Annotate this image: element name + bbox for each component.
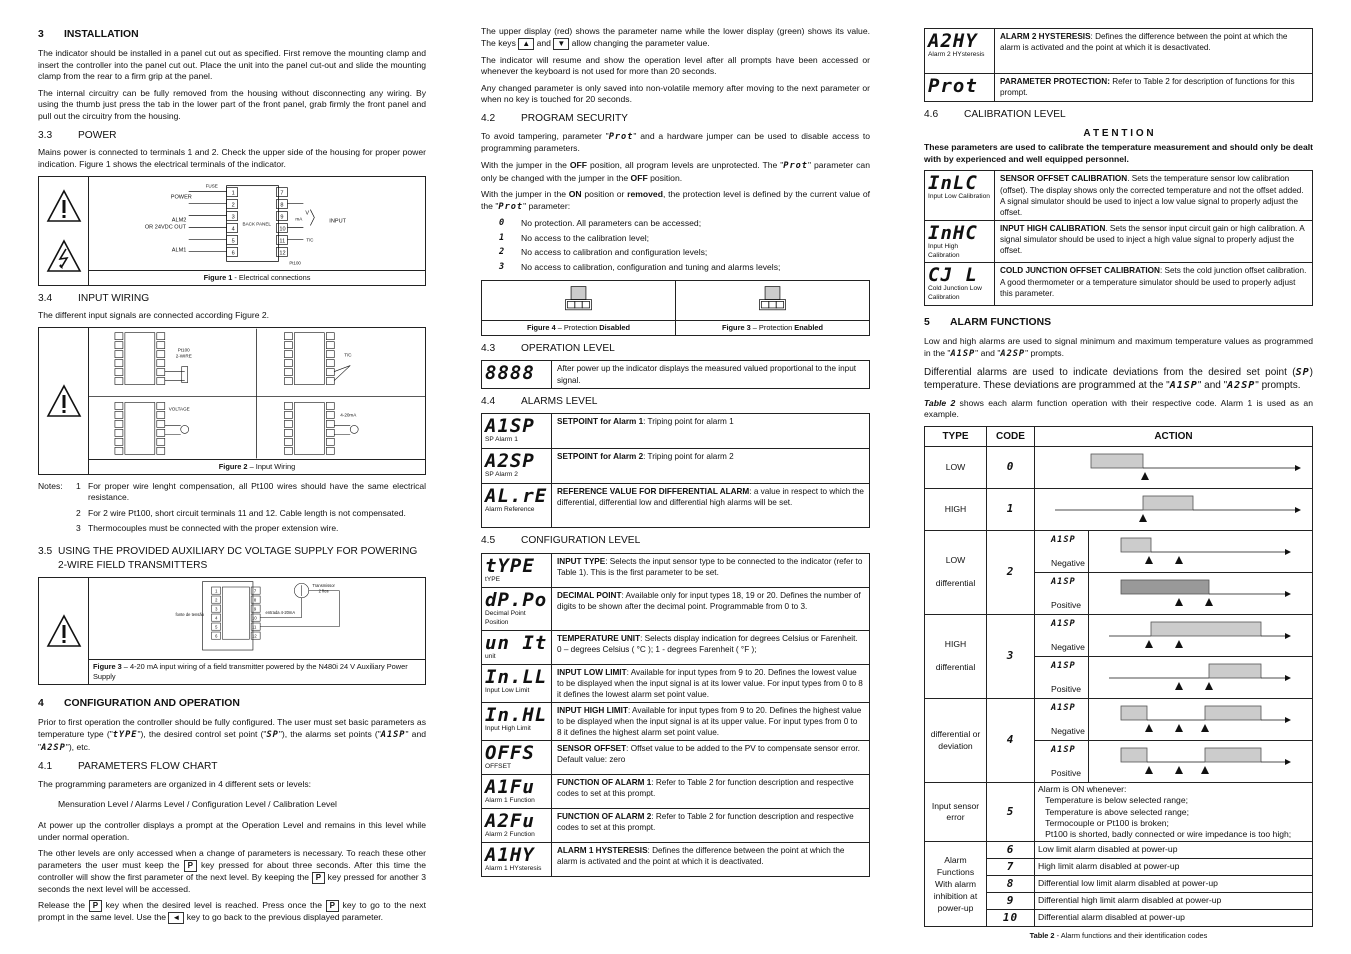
input-wiring-diagram (89, 328, 425, 459)
electrical-connections-diagram (89, 177, 425, 270)
p-key-icon: P (312, 872, 325, 884)
notes: Notes: 1 For proper wire lenght compensation, all Pt100 wires should have the same electrical resistance. 2 For 2 wire Pt100, short circuit terminals 11 and 12. Cable length is not compensated. 3 Thermocouples must be connected with the proper extension wire. (38, 480, 426, 534)
label-back-panel: BACK PANEL (242, 221, 271, 227)
section-5-heading: 5 ALARM FUNCTIONS (924, 317, 1052, 329)
table-header: TYPE CODE ACTION (925, 426, 1313, 447)
paragraph: The different input signals are connected according Figure 2. (38, 310, 270, 321)
figure-2-caption: Figure 2 – Input Wiring (89, 459, 425, 474)
paragraph: Low and high alarms are used to signal minimum and maximum temperature values as programmed in the "A1SP" and "A2SP" prompts. (924, 336, 1313, 359)
table-row: Alarm Functions With alarm inhibition at power-up 6 Low limit alarm disabled at power-up (925, 842, 1313, 859)
table-row: 9 Differential high limit alarm disabled at power-up (925, 893, 1313, 910)
table-row: InLC Input Low Calibration SENSOR OFFSET CALIBRATION. Sets the temperature sensor low calibration (offset). The display shows only the corrected temperature and not the offset added. A signal simulator should be used to inject a low value signal to properly adjust the offset. (925, 171, 1313, 220)
paragraph: The other levels are only accessed when a change of parameters is necessary. To reach these other parameters the user must keep the P key pressed for about three seconds. After this time the controller will show the first parameter of the next level. By keeping the P key pressed for another 3 seconds the next level will be accessed. (38, 848, 426, 894)
transmitter-wiring-diagram (89, 578, 425, 659)
warning-icon (46, 384, 82, 418)
svg-text:8: 8 (280, 202, 284, 209)
up-key-icon: ▲ (518, 38, 534, 50)
table-row: A1SP Positive (925, 573, 1313, 615)
table-row: In.HL Input High Limit INPUT HIGH LIMIT: Available for input types from 9 to 20. Defines the highest value to be displayed when the input signal is at its upper value. For input types from 0 to 8 it defines the highest alarm set point value. (482, 702, 870, 740)
deviation-negative-diagram (1089, 700, 1305, 736)
svg-text:3: 3 (215, 606, 218, 612)
label-pt100: Pt100 (177, 347, 190, 353)
alarms-level-table (481, 413, 870, 528)
label-pt100: Pt100 (289, 259, 301, 265)
table-row: A1SP Positive (925, 657, 1313, 699)
calibration-level-table (924, 170, 1313, 306)
paragraph: The internal circuitry can be fully removed from the housing without disconnecting any wiring. By using the thumb just press the tab in the lower part of the front panel, grab firmly the front panel and pull out the circuitry from the housing. (38, 87, 426, 122)
label-2-fios: 2 fios (318, 588, 329, 594)
svg-text:9: 9 (253, 606, 257, 612)
paragraph: The upper display (red) shows the parameter name while the lower display (green) shows its value. The keys ▲ and ▼ allow changing the parameter value. (481, 26, 870, 48)
label-tc: T/C (344, 352, 352, 358)
svg-text:9: 9 (280, 214, 284, 221)
paragraph: Mains power is connected to terminals 1 and 2. Check the upper side of the housing for proper power indication. Figure 1 shows the electrical terminals of the indicator. (38, 147, 426, 169)
section-3-5-heading: 3.5 USING THE PROVIDED AUXILIARY DC VOLTAGE SUPPLY FOR POWERING 2-WIRE FIELD TRANSMITTERS (38, 545, 418, 571)
table-row: LOW differential 2 A1SP Negative (925, 531, 1313, 573)
table-row: LOW 0 (925, 447, 1313, 489)
label-transmitter: Transmissor (312, 583, 335, 589)
paragraph: Differential alarms are used to indicate deviations from the desired set point (SP) temperature. These deviations are programmed at the "A1SP" and "A2SP" prompts. (924, 366, 1313, 391)
back-key-icon: ◄ (168, 912, 184, 924)
table-row: dP.Po Decimal Point Position DECIMAL POINT: Available only for input types 18, 19 or 20. Defines the number of digits to be shown after the decimal point. Programmable from 0 to 3. (482, 587, 870, 630)
protection-levels (481, 218, 870, 273)
table-2-caption: Table 2 - Alarm functions and their identification codes (1029, 931, 1208, 941)
label-tc: T/C (306, 237, 314, 243)
table-row: A2Fu Alarm 2 Function FUNCTION OF ALARM 2: Refer to Table 2 for function description and respective codes to set at this prompt. (482, 808, 870, 842)
high-voltage-icon (46, 239, 82, 273)
label-alm2b: OR 24VDC OUT (144, 224, 187, 231)
figure-3b (676, 281, 869, 335)
svg-text:7: 7 (280, 190, 284, 197)
table-row: In.LL Input Low Limit INPUT LOW LIMIT: Available for input types from 9 to 20. Defines the lowest value to be displayed when the input signal is at its lower value. For input types from 0 to 8 it defines the lowest alarm set point value. (482, 664, 870, 702)
column-1 (38, 26, 426, 929)
svg-text:10: 10 (252, 615, 257, 621)
table-row: 8888 After power up the indicator displays the measured valued proportional to the input signal. (482, 361, 870, 388)
svg-text:5: 5 (231, 238, 235, 245)
section-4-1-heading: 4.1 PARAMETERS FLOW CHART (38, 761, 218, 773)
p-key-icon: P (326, 900, 339, 912)
svg-text:2: 2 (231, 202, 235, 209)
svg-text:5: 5 (215, 624, 218, 630)
section-4-6-heading: 4.6 CALIBRATION LEVEL (924, 109, 1066, 120)
svg-text:1: 1 (215, 588, 218, 594)
svg-text:6: 6 (231, 249, 235, 256)
figure-1-caption: Figure 1 - Electrical connections (89, 270, 425, 285)
deviation-positive-diagram (1089, 742, 1305, 778)
svg-text:8: 8 (253, 597, 257, 603)
figure-3-caption: Figure 3 – 4-20 mA input wiring of a field transmitter powered by the N480i 24 V Auxiliary Power Supply (89, 659, 425, 684)
low-differential-positive-diagram (1089, 574, 1305, 610)
jumper-disabled-diagram (482, 281, 675, 320)
label-ma: mA (295, 216, 303, 222)
warning-icons (39, 177, 89, 285)
paragraph: At power up the controller displays a prompt at the Operation Level and remains in this level while under normal operation. (38, 820, 426, 842)
paragraph: The indicator should be installed in a panel cut out as specified. First remove the mounting clamp and insert the controller into the panel cut out. Place the unit into the panel cut-out and slide the mounting clamp from the rear to a firm grip at the panel. (38, 48, 426, 82)
paragraph: The indicator will resume and show the operation level after all prompts have been accessed or whenever the keyboard is not used for more than 20 seconds. (481, 54, 870, 77)
list-item: 1 No access to the calibration level; (499, 232, 650, 243)
svg-text:6: 6 (215, 633, 218, 639)
warning-icon (46, 614, 82, 648)
svg-text:1: 1 (231, 190, 235, 197)
warning-icons (39, 578, 89, 684)
section-4-heading: 4 CONFIGURATION AND OPERATION (38, 698, 240, 710)
table-row: 7 High limit alarm disabled at power-up (925, 859, 1313, 876)
section-3-heading: 3 INSTALLATION (38, 29, 139, 40)
label-2-wire: 2-WIRE (175, 353, 192, 359)
table-row: tYPE tYPE INPUT TYPE: Selects the input sensor type to be connected to the indicator (refer to Table 1). This is the first parameter to be set. (482, 554, 870, 588)
high-alarm-diagram (1035, 490, 1305, 526)
low-differential-negative-diagram (1089, 532, 1305, 568)
label-4-20ma: 4-20mA (340, 412, 357, 418)
svg-text:4: 4 (231, 226, 235, 233)
warning-icon (46, 189, 82, 223)
section-4-3-heading: 4.3 OPERATION LEVEL (481, 342, 615, 354)
table-row: A1SP SP Alarm 1 SETPOINT for Alarm 1: Triping point for alarm 1 (482, 414, 870, 449)
figure-1 (38, 176, 426, 286)
figure-3 (38, 577, 426, 685)
p-key-icon: P (89, 900, 102, 912)
configuration-level-table (481, 553, 870, 877)
label-alm1: ALM1 (171, 246, 187, 253)
svg-text:7: 7 (253, 588, 257, 594)
levels-list: Mensuration Level / Alarms Level / Configuration Level / Calibration Level (58, 798, 337, 809)
down-key-icon: ▼ (553, 38, 569, 50)
jumper-figures (481, 280, 870, 336)
svg-text:11: 11 (279, 238, 286, 245)
jumper-enabled-diagram (676, 281, 869, 320)
paragraph: Release the P key when the desired level is reached. Press once the P key to go to the next prompt in the same level. Use the ◄ key to go back to the previous displayed parameter. (38, 900, 426, 923)
label-alm2: ALM2 (171, 217, 187, 224)
list-item: 3 No access to calibration, configuration and tuning and alarms levels; (499, 262, 781, 273)
paragraph: Prior to first operation the controller should be fully configured. The user must set basic parameters as temperature type ("tYPE"), the desired control set point ("SP"), the alarms set points ("A1SP" and "A2SP"), etc. (38, 717, 426, 753)
table-row: 8 Differential low limit alarm disabled at power-up (925, 876, 1313, 893)
svg-text:12: 12 (252, 633, 257, 639)
table-row: AL.rE Alarm Reference REFERENCE VALUE FOR DIFFERENTIAL ALARM: a value in respect to which the differential, differential low and differential high alarms will be set. (482, 484, 870, 528)
table-row: differential or deviation 4 A1SP Negative (925, 699, 1313, 741)
low-alarm-diagram (1035, 448, 1305, 484)
attention-text: These parameters are used to calibrate the temperature measurement and should only be dealt with by experienced and well equipped personnel. (924, 142, 1313, 164)
column-3 (924, 26, 1313, 943)
label-power: POWER (170, 194, 192, 201)
table-row: un It unit TEMPERATURE UNIT: Selects display indication for degrees Celsius or Farenheit. 0 – degrees Celsius ( °C ); 1 - degrees Farenheit ( °F ); (482, 630, 870, 664)
alarm-functions-table (924, 426, 1313, 927)
label-input: INPUT (329, 218, 347, 225)
paragraph: The programming parameters are organized in 4 different sets or levels: (38, 778, 312, 789)
svg-text:11: 11 (252, 624, 257, 630)
label-fuse: FUSE (205, 183, 218, 189)
table-row: Prot PARAMETER PROTECTION: Refer to Table 2 for description of functions for this prompt. (925, 74, 1313, 102)
table-row: 10 Differential alarm disabled at power-up (925, 910, 1313, 927)
list-item: 2 No access to calibration and configuration levels; (499, 247, 708, 258)
table-row: CJ L Cold Junction Low Calibration COLD JUNCTION OFFSET CALIBRATION: Sets the cold junction offset calibration. A good thermometer or a temperature simulator should be used to properly adjust this parameter. (925, 263, 1313, 306)
section-4-5-heading: 4.5 CONFIGURATION LEVEL (481, 535, 641, 547)
operation-level-table (481, 360, 870, 388)
warning-icons (39, 328, 89, 474)
svg-text:2: 2 (215, 597, 218, 603)
label-v: V (305, 210, 310, 217)
table-row: HIGH differential 3 A1SP Negative (925, 615, 1313, 657)
paragraph: Table 2 shows each alarm function operation with their respective code. Alarm 1 is used as an example. (924, 397, 1313, 420)
list-item: 0 No protection. All parameters can be accessed; (499, 218, 702, 229)
figure-4 (482, 281, 676, 335)
column-2 (481, 26, 870, 881)
figure-4-caption: Figure 4 – Protection Disabled (482, 320, 675, 335)
label-voltage: VOLTAGE (168, 406, 190, 412)
figure-3b-caption: Figure 3 – Protection Enabled (676, 320, 869, 335)
table-row: A1SP Positive (925, 741, 1313, 783)
table-row: A2HY Alarm 2 HYsteresis ALARM 2 HYSTERESIS: Defines the difference between the point at which the alarm is activated and the point at which it is desactivated. (925, 29, 1313, 74)
attention-heading: A T E N T I O N (1083, 127, 1154, 139)
high-differential-positive-diagram (1089, 658, 1305, 694)
section-3-3-heading: 3.3 POWER (38, 129, 117, 141)
hysteresis-table (924, 28, 1313, 102)
high-differential-negative-diagram (1089, 616, 1305, 652)
section-3-4-heading: 3.4 INPUT WIRING (38, 292, 150, 304)
paragraph: With the jumper in the OFF position, all program levels are unprotected. The "Prot" parameter can only be changed with the jumper in the OFF position. (481, 159, 870, 183)
p-key-icon: P (184, 860, 197, 872)
paragraph: With the jumper in the ON position or removed, the protection level is defined by the current value of the "Prot" parameter: (481, 189, 870, 212)
svg-text:4: 4 (215, 615, 218, 621)
figure-2 (38, 327, 426, 475)
paragraph: To avoid tampering, parameter "Prot" and a hardware jumper can be used to disable access to programming parameters. (481, 130, 870, 154)
label-input-4-20ma: entrada 4-20mA (265, 610, 296, 616)
section-4-4-heading: 4.4 ALARMS LEVEL (481, 395, 598, 407)
svg-text:3: 3 (231, 214, 235, 221)
table-row: A2SP SP Alarm 2 SETPOINT for Alarm 2: Triping point for alarm 2 (482, 449, 870, 484)
table-row: A1Fu Alarm 1 Function FUNCTION OF ALARM 1: Refer to Table 2 for function description and respective codes to set at this prompt. (482, 774, 870, 808)
table-row: HIGH 1 (925, 489, 1313, 531)
table-row: Input sensor error 5 Alarm is ON whenever: Temperature is below selected range; Temperature is above selected range; Termocouple or Pt100 is broken; Pt100 is shorted, badly connected or wire impedance is too high; (925, 783, 1313, 842)
table-row: A1HY Alarm 1 HYsteresis ALARM 1 HYSTERESIS: Defines the difference between the point at which the alarm is activated and the point at which it is deactivated. (482, 842, 870, 876)
table-row: OFFS OFFSET SENSOR OFFSET: Offset value to be added to the PV to compensate sensor error. Default value: zero (482, 741, 870, 775)
svg-text:12: 12 (279, 249, 286, 256)
svg-text:10: 10 (279, 226, 286, 233)
table-row: InHC Input High Calibration INPUT HIGH CALIBRATION. Sets the sensor input circuit gain or high calibration. A signal simulator should be used to inject a high value signal to properly adjust the offset. (925, 220, 1313, 263)
label-voltage-source: fonte de tensão (175, 612, 204, 618)
paragraph: Any changed parameter is only saved into non-volatile memory after moving to the next parameter or when no key is touched for 20 seconds. (481, 82, 870, 105)
section-4-2-heading: 4.2 PROGRAM SECURITY (481, 112, 628, 124)
